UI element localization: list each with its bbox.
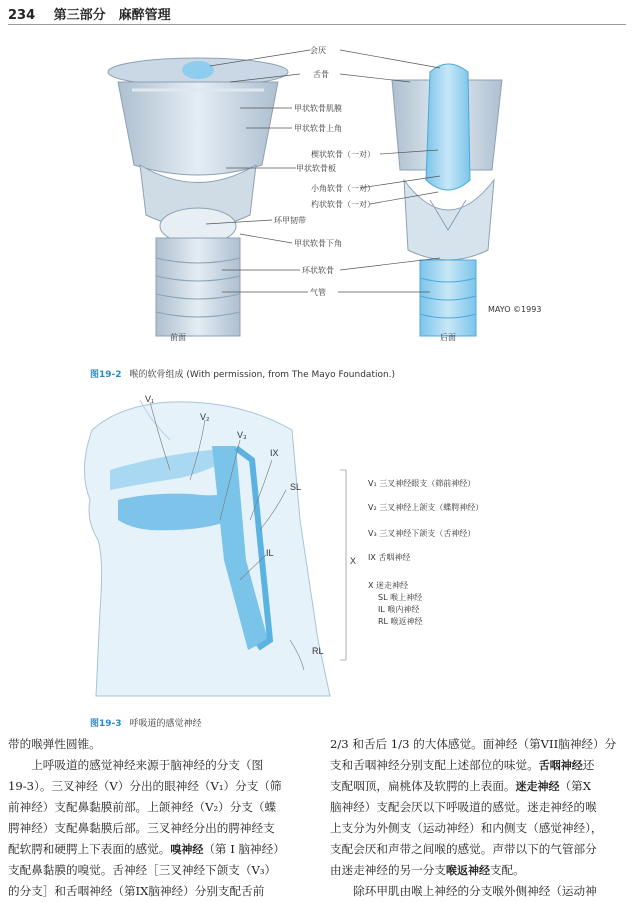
text-line: 前神经）支配鼻黏膜前部。上颌神经（V₂）分支（蝶 [8,800,277,814]
legend-il: IL 喉内神经 [378,605,420,614]
text-line: 带的喉弹性圆锥。 [8,737,101,751]
figure1-caption-text: 喉的软骨组成 (With permission, from The Mayo Foundation.) [129,370,396,380]
nerve-label-rl: RL [312,646,324,656]
body-right-column [330,734,632,902]
figure2-caption-text: 呼吸道的感觉神经 [129,719,202,729]
nerve-label-il: IL [266,548,274,558]
label-cricothyroid-ligament: 环甲韧带 [274,216,306,225]
label-cuneiform: 楔状软骨（一对） [311,150,375,159]
text-line: 上支分为外侧支（运动神经）和内侧支（感觉神经）， [330,821,603,835]
legend-v3: V₃ 三叉神经下颌支（舌神经） [368,529,476,538]
label-arytenoid: 杓状软骨（一对） [311,200,375,209]
nerve-label-sl: SL [290,482,302,492]
front-view-label: 前面 [170,333,186,342]
body-left-column [8,734,310,902]
mayo-mark: MAYO ©1993 [488,305,542,314]
label-cricoid: 环状软骨 [302,266,334,275]
term-recurrent-laryngeal-nerve: 喉返神经 [445,864,490,877]
label-corniculate: 小角软骨（一对） [311,184,375,193]
page-number: 234 [8,8,36,23]
label-thyroid-lamina: 甲状软骨板 [296,164,336,173]
text-line: 除环甲肌由喉上神经的分支喉外侧神经（运动神 [330,884,597,898]
label-hyoid: 舌骨 [313,70,329,79]
legend-ix: IX 舌咽神经 [368,553,411,562]
nerve-label-v1: V₁ [145,394,155,404]
nerve-label-v3: V₃ [237,430,247,440]
text-line: 支配会厌和声带之间喉的感觉。声带以下的气管部分 [330,842,597,856]
label-epiglottis: 会厌 [310,46,326,55]
term-vagus-nerve: 迷走神经 [515,780,560,793]
nerve-legend [368,478,483,626]
figure2-number: 图19-3 [90,719,122,729]
term-olfactory-nerve: 嗅神经 [170,843,204,856]
text-line: 脑神经）支配会厌以下呼吸道的感觉。迷走神经的喉 [330,800,597,814]
label-thyrohyoid-membrane: 甲状软骨肌膜 [294,104,342,113]
text-line: 支配咽顶，扁桃体及软腭的上表面。迷走神经（第X [330,779,591,793]
label-superior-horn: 甲状软骨上角 [294,124,342,133]
back-view-label: 后面 [440,333,456,342]
text-line: 由迷走神经的另一分支喉返神经支配。 [330,863,525,877]
text-line: 的分支］和舌咽神经（第IX脑神经）分别支配舌前 [8,884,265,898]
text-line: 19-3）。三叉神经（V）分出的眼神经（V₁）分支（筛 [8,779,282,793]
text-line: 支和舌咽神经分别支配上述部位的味觉。舌咽神经还 [330,758,595,772]
nerve-label-ix: IX [270,448,279,458]
nerve-label-v2: V₂ [200,412,210,422]
legend-rl: RL 喉返神经 [378,617,423,626]
figure1-number: 图19-2 [90,370,122,380]
head-sagittal-section [84,400,330,696]
legend-sl: SL 喉上神经 [378,593,423,602]
figure2-caption [90,716,202,729]
nerve-label-x: X [350,556,357,566]
text-line: 配软腭和硬腭上下表面的感觉。嗅神经（第 I 脑神经） [8,842,285,856]
text-line: 支配鼻黏膜的嗅觉。舌神经［三叉神经下颌支（V₃） [8,863,277,877]
section-title: 第三部分 麻醉管理 [53,8,171,23]
label-inferior-horn: 甲状软骨下角 [294,239,342,248]
legend-v1: V₁ 三叉神经眼支（筛前神经） [368,479,476,488]
text-line: 2/3 和舌后 1/3 的大体感觉。面神经（第VII脑神经）分 [330,737,617,751]
legend-v2: V₂ 三叉神经上颌支（蝶腭神经） [368,503,484,512]
term-glossopharyngeal-nerve: 舌咽神经 [538,759,583,772]
text-line: 上呼吸道的感觉神经来源于脑神经的分支（图 [8,758,264,772]
label-trachea: 气管 [310,288,326,297]
legend-x: X 迷走神经 [368,581,409,590]
text-line: 腭神经）支配鼻黏膜后部。三叉神经分出的腭神经支 [8,821,275,835]
